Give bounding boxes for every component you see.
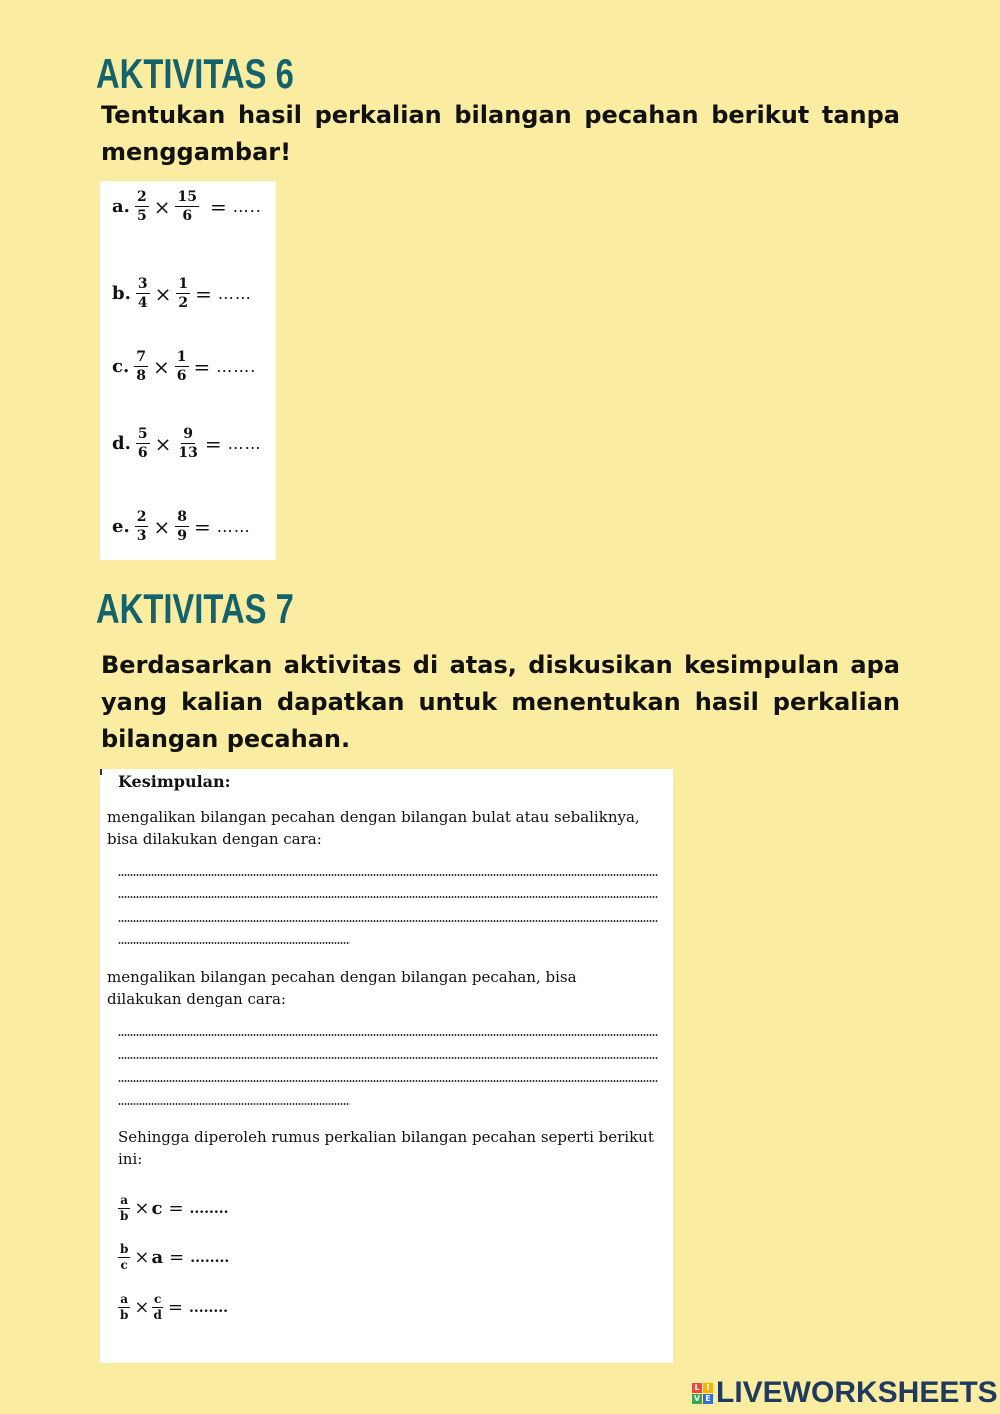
fraction [136,426,150,461]
answer-blank[interactable]: ........ [189,1200,229,1217]
fraction [151,1293,163,1322]
numerator: 8 [177,509,187,525]
fraction [118,1293,130,1322]
equals-sign: = [169,1247,185,1268]
term: a [151,1247,164,1268]
answer-blank[interactable]: ........ [190,1249,230,1266]
answer-blank[interactable]: …… [217,284,252,303]
fraction [176,426,199,461]
numerator: 5 [137,426,148,442]
answer-blank[interactable]: ........ [188,1299,228,1316]
equals-sign: = [193,514,211,539]
fraction [135,189,149,224]
fraction [175,509,189,544]
times-sign: × [134,1198,150,1219]
fraction [135,509,149,544]
numerator: c [154,1292,162,1306]
times-sign: × [153,194,171,219]
denominator: 9 [177,528,187,544]
fraction [175,349,189,384]
numerator: 1 [178,276,189,292]
equals-sign: = [195,281,212,306]
times-sign: × [154,431,172,456]
equals-sign: = [167,1297,183,1318]
numerator: a [120,1193,129,1207]
numerator: 3 [137,276,148,292]
denominator: 6 [137,445,148,461]
logo-letter: V [693,1393,701,1403]
equals-sign: = [193,354,211,379]
denominator: 13 [178,445,198,461]
conclusion-title: Kesimpulan: [118,772,231,791]
answer-blank[interactable]: …… [227,434,262,453]
answer-line[interactable] [118,920,658,922]
activity-6-instruction: Tentukan hasil perkalian bilangan pecahan berikut tanpa menggambar! [101,101,900,166]
numerator: 1 [176,349,187,365]
answer-line[interactable] [118,1034,658,1036]
activity-7-title: AKTIVITAS 7 [96,585,294,632]
fraction [176,276,190,311]
denominator: b [120,1308,129,1322]
logo-letter: L [692,1383,702,1393]
equals-sign: = [209,194,227,219]
equals-sign: = [168,1198,184,1219]
denominator: 8 [136,368,146,384]
problem-label: b. [112,283,131,304]
denominator: 6 [182,208,193,224]
numerator: a [120,1292,129,1306]
formula-3 [118,1293,228,1322]
answer-line[interactable] [118,1057,658,1059]
numerator: 15 [177,189,197,205]
answer-line[interactable] [118,1080,658,1082]
problem-label: a. [112,196,130,217]
conclusion-text-1: mengalikan bilangan pecahan dengan bilangan bulat atau sebaliknya, bisa dilakukan dengan cara: [107,808,640,848]
answer-line[interactable] [118,942,350,944]
answer-blank[interactable]: …… [216,517,251,536]
numerator: 9 [183,426,193,442]
formula-2 [118,1243,229,1272]
problem-b [112,276,252,311]
fraction [136,276,150,311]
conclusion-card [100,769,673,1363]
term: c [151,1198,163,1219]
problem-a [112,189,262,224]
conclusion-text-2: mengalikan bilangan pecahan dengan bilangan pecahan, bisa dilakukan dengan cara: [107,968,577,1008]
numerator: 2 [136,509,147,525]
denominator: 6 [176,368,187,384]
problem-c [112,349,256,384]
problem-label: d. [112,433,131,454]
fraction-problems-card [100,181,276,560]
corner-mark [100,769,102,775]
times-sign: × [134,1297,150,1318]
formula-1 [118,1194,229,1223]
logo-letter: E [703,1394,713,1404]
problem-e [112,509,251,544]
answer-line[interactable] [118,874,658,876]
problem-label: c. [112,356,130,377]
logo-text: LIVEWORKSHEETS [716,1376,998,1409]
fraction [118,1194,130,1223]
times-sign: × [153,514,171,539]
denominator: 5 [136,208,147,224]
numerator: b [120,1242,129,1256]
problem-d [112,426,262,461]
denominator: 3 [136,528,147,544]
answer-line[interactable] [118,1103,350,1105]
times-sign: × [154,281,172,306]
times-sign: × [152,354,170,379]
answer-blank[interactable]: ……. [216,357,257,376]
denominator: c [120,1258,128,1272]
fraction [118,1243,130,1272]
conclusion-text-3: Sehingga diperoleh rumus perkalian bilangan pecahan seperti berikut ini: [118,1128,654,1168]
numerator: 2 [136,189,147,205]
denominator: 2 [178,295,189,311]
fraction [175,189,198,224]
denominator: 4 [137,295,148,311]
liveworksheets-logo[interactable] [692,1376,998,1410]
numerator: 7 [136,349,146,365]
logo-letter: I [703,1383,713,1393]
answer-blank[interactable]: ….. [232,197,262,216]
fraction [134,349,148,384]
activity-7-instruction: Berdasarkan aktivitas di atas, diskusikan kesimpulan apa yang kalian dapatkan untuk menentukan hasil perkalian bilangan pecahan. [101,651,900,753]
answer-line[interactable] [118,896,658,898]
activity-6-title: AKTIVITAS 6 [96,50,294,97]
denominator: b [120,1209,129,1223]
logo-mark-icon [692,1383,713,1404]
equals-sign: = [204,431,222,456]
problem-label: e. [112,516,130,537]
times-sign: × [134,1247,150,1268]
denominator: d [153,1308,162,1322]
